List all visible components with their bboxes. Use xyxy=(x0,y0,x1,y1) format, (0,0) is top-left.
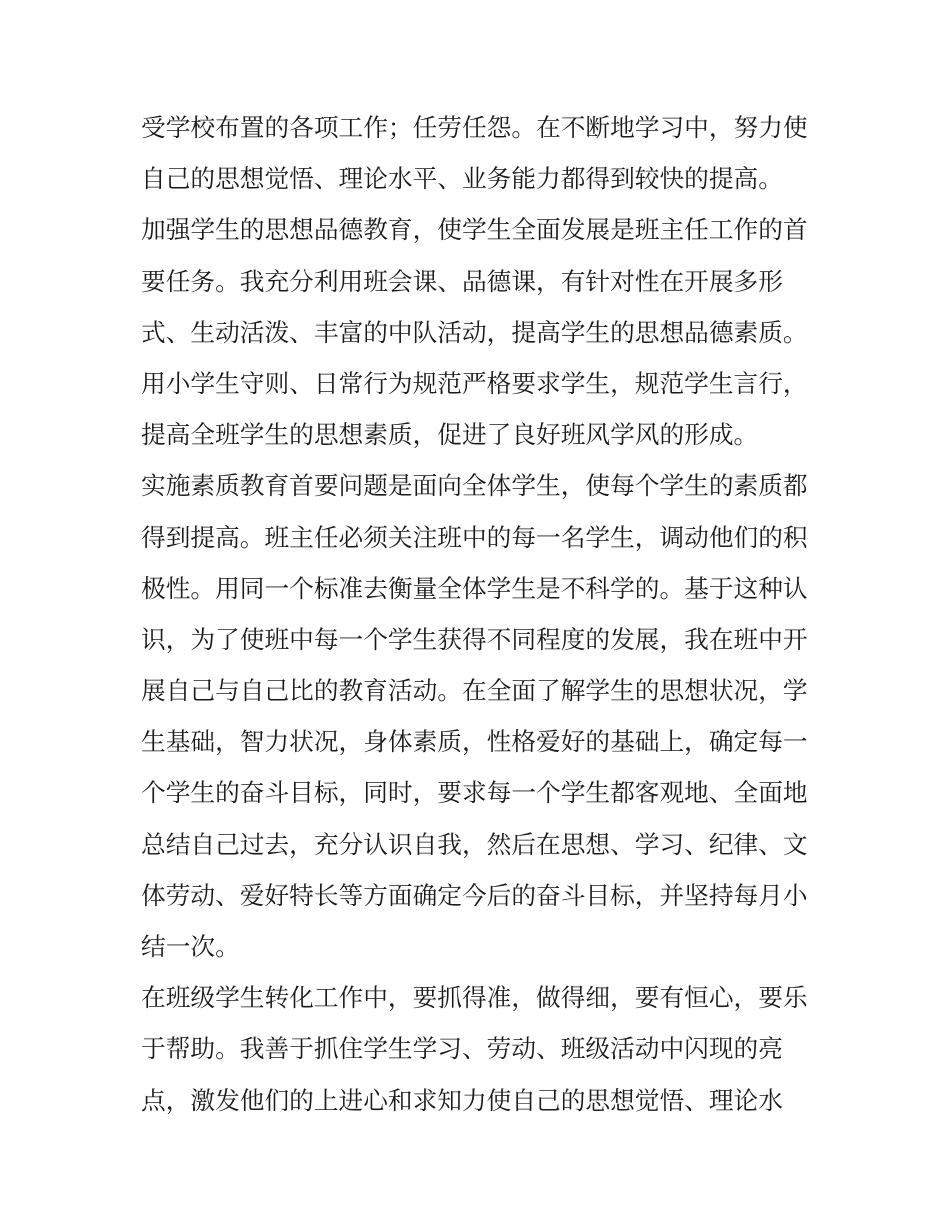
text-line: 实施素质教育首要问题是面向全体学生，使每个学生的素质都 xyxy=(141,471,808,501)
text-line: 得到提高。班主任必须关注班中的每一名学生，调动他们的积 xyxy=(141,522,808,552)
text-line: 受学校布置的各项工作；任劳任怨。在不断地学习中，努力使 xyxy=(141,113,808,142)
text-line: 生基础，智力状况，身体素质，性格爱好的基础上，确定每一 xyxy=(141,727,808,757)
document-body xyxy=(141,110,808,1134)
text-line: 识，为了使班中每一个学生获得不同程度的发展，我在班中开 xyxy=(141,624,808,654)
text-line: 加强学生的思想品德教育，使学生全面发展是班主任工作的首 xyxy=(141,215,808,245)
text-line: 体劳动、爱好特长等方面确定今后的奋斗目标，并坚持每月小 xyxy=(141,880,808,910)
text-line: 要任务。我充分利用班会课、品德课，有针对性在开展多形 xyxy=(141,266,783,296)
text-line: 总结自己过去，充分认识自我，然后在思想、学习、纪律、文 xyxy=(141,829,808,859)
text-line: 展自己与自己比的教育活动。在全面了解学生的思想状况，学 xyxy=(141,676,808,706)
text-line: 于帮助。我善于抓住学生学习、劳动、班级活动中闪现的亮 xyxy=(141,1034,783,1064)
text-line: 自己的思想觉悟、理论水平、业务能力都得到较快的提高。 xyxy=(141,164,783,194)
text-line: 用小学生守则、日常行为规范严格要求学生，规范学生言行， xyxy=(141,368,808,398)
text-line: 点，激发他们的上进心和求知力使自己的思想觉悟、理论水 xyxy=(141,1085,783,1115)
text-line: 结一次。 xyxy=(141,932,240,961)
text-line: 提高全班学生的思想素质，促进了良好班风学风的形成。 xyxy=(141,420,759,450)
text-line: 极性。用同一个标准去衡量全体学生是不科学的。基于这种认 xyxy=(141,573,808,603)
text-line: 个学生的奋斗目标，同时，要求每一个学生都客观地、全面地 xyxy=(141,778,808,808)
text-line: 在班级学生转化工作中，要抓得准，做得细，要有恒心，要乐 xyxy=(141,983,808,1013)
text-line: 式、生动活泼、丰富的中队活动，提高学生的思想品德素质。 xyxy=(141,317,808,347)
